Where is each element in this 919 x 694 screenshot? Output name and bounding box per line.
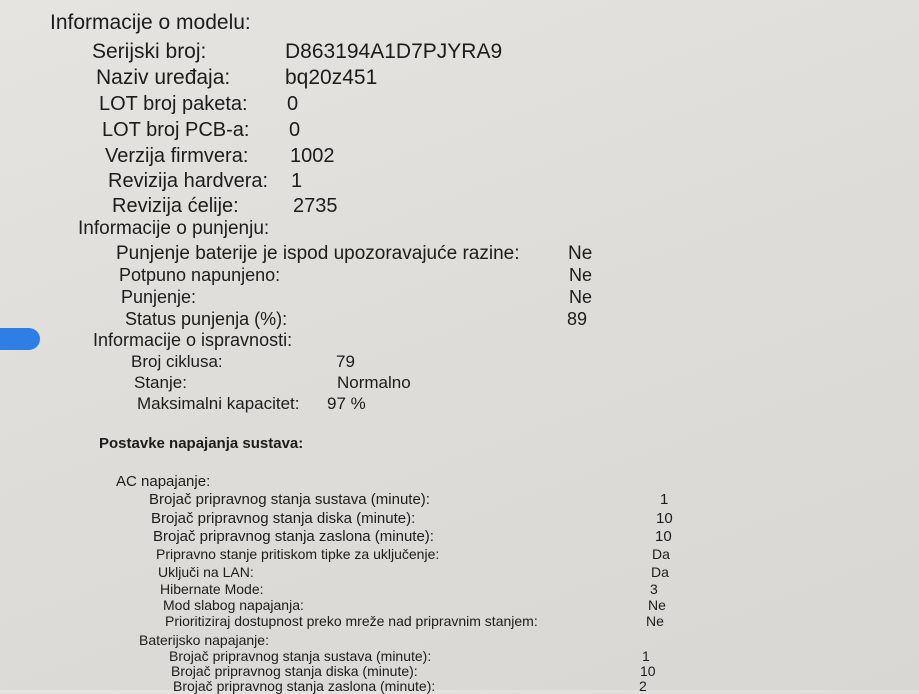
cell-value: 2735 [293,195,338,217]
ac-wake-lan-label: Uključi na LAN: [158,564,254,580]
ac-display-sleep-value: 10 [655,528,672,545]
ac-power-title-text: AC napajanje: [116,473,211,490]
firmware-value: 1002 [290,145,335,167]
lot-pcb-label: LOT broj PCB-a: [102,119,250,141]
ac-system-sleep-value: 1 [660,491,669,508]
cell-label: Revizija ćelije: [112,195,239,217]
fully-charged-value: Ne [569,265,593,285]
battery-disk-sleep-label: Brojač pripravnog stanja diska (minute): [171,663,418,679]
charging-label: Punjenje: [121,287,197,307]
battery-power-title-text: Baterijsko napajanje: [139,632,269,648]
charge-section-title-text: Informacije o punjenju: [78,218,270,239]
fully-charged-label: Potpuno napunjeno: [119,265,281,285]
ac-low-power-value: Ne [648,597,666,613]
ac-hibernate-value: 3 [650,581,658,597]
max-capacity-label: Maksimalni kapacitet: [137,394,300,413]
hardware-label: Revizija hardvera: [108,170,269,192]
serial-value: D863194A1D7PJYRA9 [285,40,503,63]
condition-label: Stanje: [134,373,187,392]
max-capacity-value: 97 % [327,394,366,413]
ac-power-button-label: Pripravno stanje pritiskom tipke za uključenje: [156,546,440,562]
ac-system-sleep-label: Brojač pripravnog stanja sustava (minute): [149,491,430,508]
cycles-value: 79 [336,352,355,371]
lot-package-value: 0 [287,93,299,115]
battery-display-sleep-label: Brojač pripravnog stanja zaslona (minute): [173,678,436,694]
battery-system-sleep-label: Brojač pripravnog stanja sustava (minute): [169,648,432,664]
lot-pcb-value: 0 [289,119,301,141]
lot-package-label: LOT broj paketa: [99,93,248,115]
ac-low-power-label: Mod slabog napajanja: [163,597,304,613]
ac-network-priority-value: Ne [646,613,664,629]
ac-disk-sleep-label: Brojač pripravnog stanja diska (minute): [151,510,416,527]
cycles-label: Broj ciklusa: [131,352,223,371]
firmware-label: Verzija firmvera: [105,145,249,167]
health-section-title-text: Informacije o ispravnosti: [93,330,293,350]
ac-disk-sleep-value: 10 [656,510,673,527]
hardware-value: 1 [291,170,303,192]
ac-wake-lan-value: Da [651,564,669,580]
charge-state-value: 89 [567,309,588,329]
ac-power-button-value: Da [652,546,670,562]
sidebar-selection-highlight[interactable] [0,328,40,350]
below-warning-value: Ne [568,243,593,264]
battery-system-sleep-value: 1 [642,648,650,664]
ac-display-sleep-label: Brojač pripravnog stanja zaslona (minute): [153,528,434,545]
ac-network-priority-label: Prioritiziraj dostupnost preko mreže nad pripravnim stanjem: [165,613,538,629]
battery-display-sleep-value: 2 [639,678,647,694]
ac-hibernate-label: Hibernate Mode: [160,581,264,597]
charge-state-label: Status punjenja (%): [125,309,288,329]
model-section-title-text: Informacije o modelu: [50,11,251,34]
battery-disk-sleep-value: 10 [640,663,656,679]
below-warning-label: Punjenje baterije je ispod upozoravajuće razine: [116,243,520,264]
device-name-label: Naziv uređaja: [96,66,231,89]
serial-label: Serijski broj: [92,40,207,63]
condition-value: Normalno [337,373,411,392]
charging-value: Ne [569,287,593,307]
power-settings-title-text: Postavke napajanja sustava: [99,435,304,452]
device-name-value: bq20z451 [285,66,378,89]
